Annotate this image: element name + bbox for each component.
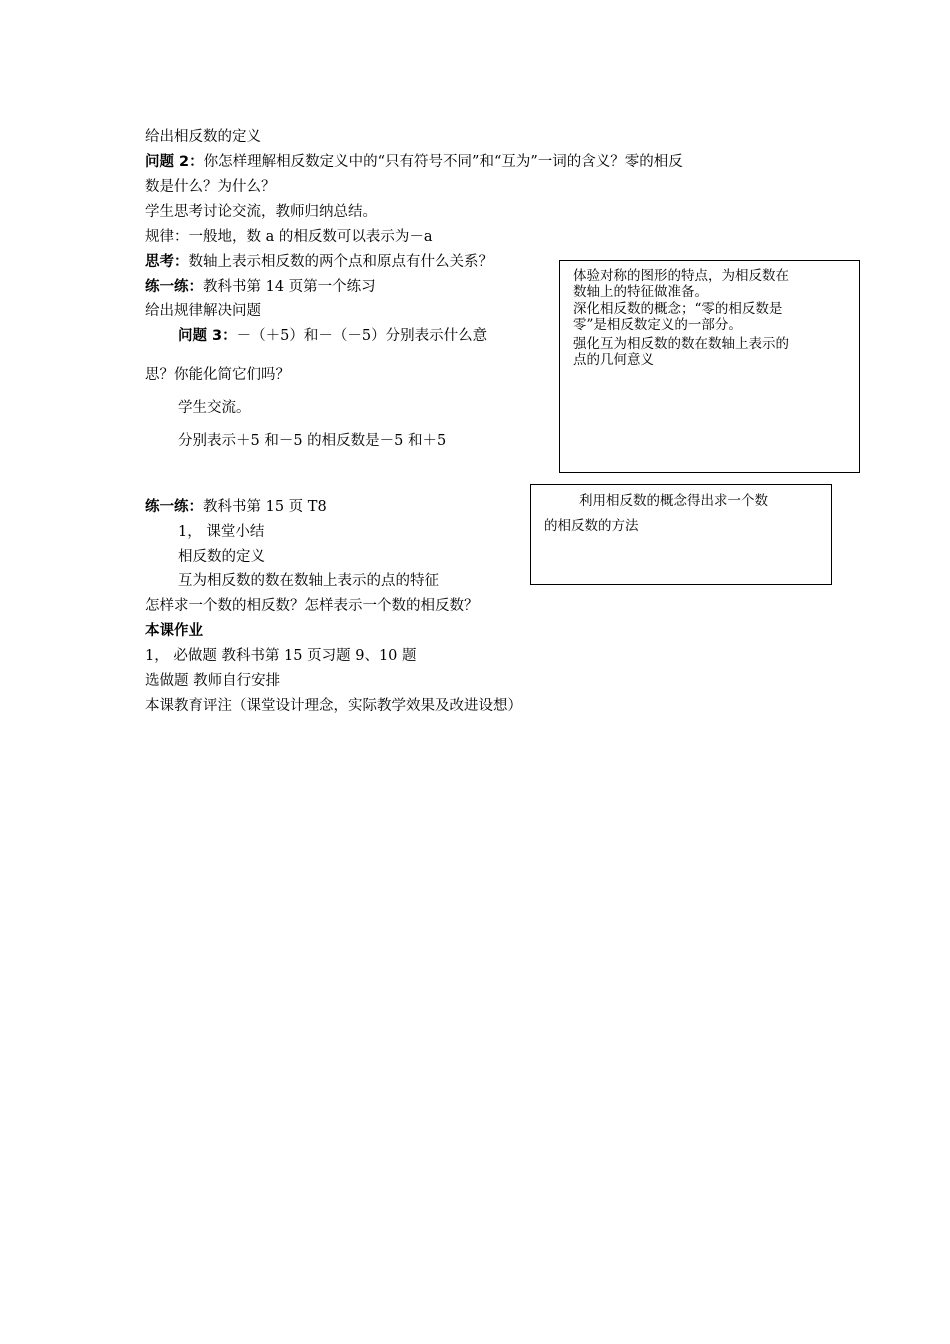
summary-heading: 1， 课堂小结 <box>178 524 265 540</box>
side-note-1-line: 深化相反数的概念；“零的相反数是 <box>573 301 783 317</box>
homework-title: 本课作业 <box>145 623 203 639</box>
think-text: 数轴上表示相反数的两个点和原点有什么关系？ <box>188 254 493 270</box>
exercise-1-line <box>145 278 376 296</box>
think-line <box>145 253 493 271</box>
side-note-1 <box>559 260 860 473</box>
homework-optional: 选做题 教师自行安排 <box>145 673 281 689</box>
student-exchange-line: 学生交流。 <box>178 400 251 416</box>
question-3-line <box>178 327 487 345</box>
question-2-line <box>145 153 683 171</box>
exercise-1-text: 教科书第 14 页第一个练习 <box>203 279 376 295</box>
summary-item-method: 怎样求一个数的相反数？怎样表示一个数的相反数？ <box>145 598 479 614</box>
question-2-cont: 数是什么？为什么？ <box>145 179 276 195</box>
side-note-2 <box>530 484 832 585</box>
side-note-1-line: 数轴上的特征做准备。 <box>573 284 708 300</box>
exercise-1-label: 练一练： <box>145 279 203 295</box>
think-label: 思考： <box>145 254 189 270</box>
definition-line: 给出相反数的定义 <box>145 129 261 145</box>
discussion-line: 学生思考讨论交流，教师归纳总结。 <box>145 204 377 220</box>
rule-line: 规律：一般地，数 a 的相反数可以表示为－a <box>145 229 433 245</box>
side-note-1-line: 强化互为相反数的数在数轴上表示的 <box>573 336 789 352</box>
exercise-2-text: 教科书第 15 页 T8 <box>203 499 327 515</box>
side-note-2-line: 利用相反数的概念得出求一个数 <box>579 493 768 509</box>
exercise-2-line <box>145 498 327 516</box>
answer-line: 分别表示＋5 和－5 的相反数是－5 和＋5 <box>178 433 447 449</box>
lesson-commentary: 本课教育评注（课堂设计理念，实际教学效果及改进设想） <box>145 698 522 714</box>
question-3-cont: 思？你能化简它们吗？ <box>145 367 290 383</box>
side-note-1-line: 零”是相反数定义的一部分。 <box>573 317 742 333</box>
rule-apply-line: 给出规律解决问题 <box>145 303 261 319</box>
side-note-1-line: 体验对称的图形的特点，为相反数在 <box>573 268 789 284</box>
side-note-1-line: 点的几何意义 <box>573 352 654 368</box>
exercise-2-label: 练一练： <box>145 499 203 515</box>
summary-item-feature: 互为相反数的数在数轴上表示的点的特征 <box>178 573 439 589</box>
question-2-label: 问题 2： <box>145 154 204 170</box>
question-3-text: －（＋5）和－（－5）分别表示什么意 <box>236 328 488 344</box>
question-3-label: 问题 3： <box>178 328 237 344</box>
homework-required: 1， 必做题 教科书第 15 页习题 9、10 题 <box>145 648 417 664</box>
side-note-2-line: 的相反数的方法 <box>544 518 639 534</box>
summary-item-definition: 相反数的定义 <box>178 549 265 565</box>
question-2-text: 你怎样理解相反数定义中的“只有符号不同”和“互为”一词的含义？零的相反 <box>203 154 683 170</box>
